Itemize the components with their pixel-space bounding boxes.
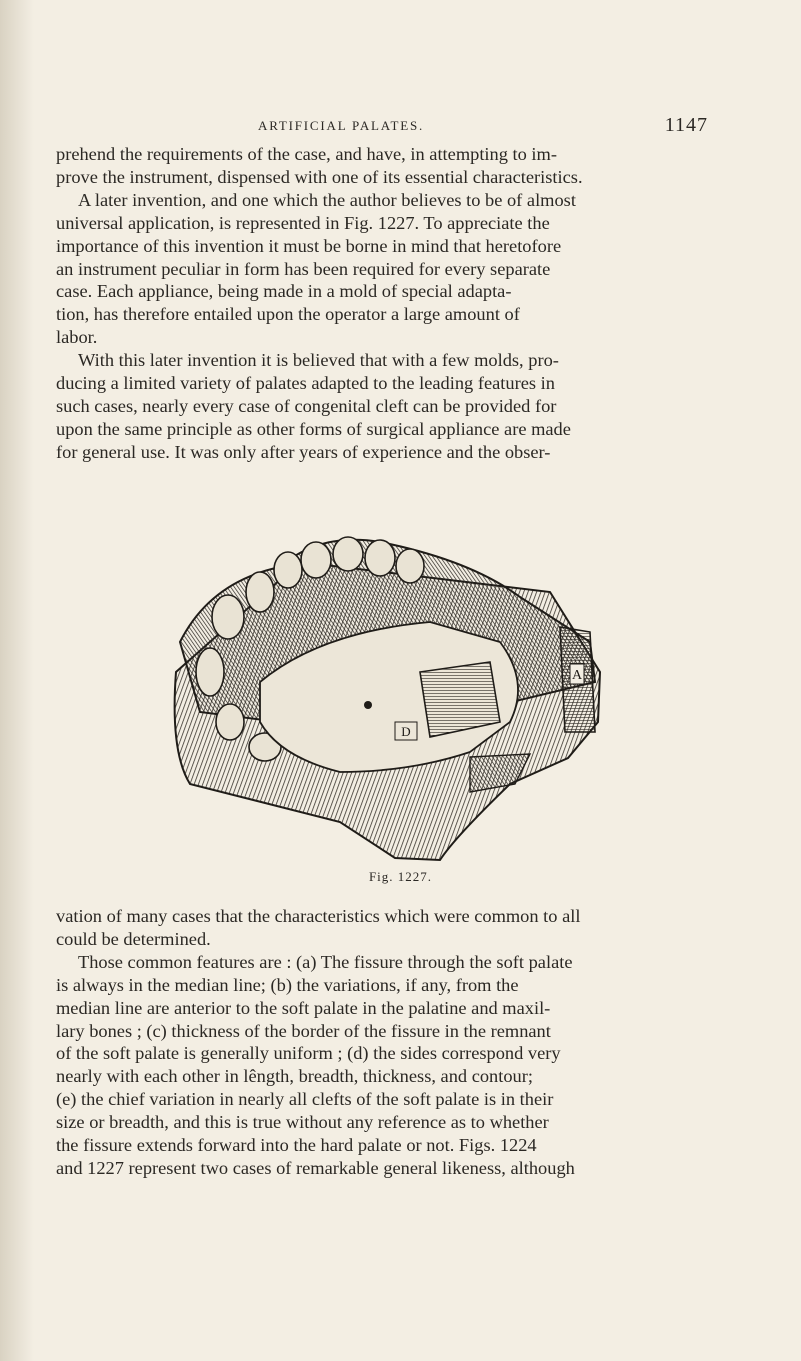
palate-mold-illustration — [170, 522, 610, 862]
text-line: ducing a limited variety of palates adapted to the leading features in — [56, 373, 555, 394]
text-line: universal application, is represented in Fig. 1227. To appreciate the — [56, 212, 550, 233]
text-line: tion, has therefore entailed upon the operator a large amount of — [56, 304, 520, 325]
paragraph-block-bottom — [56, 905, 716, 1180]
text-line: prove the instrument, dispensed with one of its essential characteristics. — [56, 166, 583, 187]
page-number: 1147 — [664, 114, 708, 136]
text-line: Those common features are : (a) The fissure through the soft palate — [78, 951, 573, 972]
text-line: prehend the requirements of the case, and have, in attempting to im- — [56, 144, 557, 164]
text-line: for general use. It was only after years of experience and the obser- — [56, 441, 551, 462]
text-line: nearly with each other in lêngth, breadth, thickness, and contour; — [56, 1066, 533, 1087]
text-line: upon the same principle as other forms of surgical appliance are made — [56, 418, 571, 439]
text-line: an instrument peculiar in form has been required for every separate — [56, 258, 551, 279]
text-line: is always in the median line; (b) the variations, if any, from the — [56, 974, 519, 995]
text-line: With this later invention it is believed that with a few molds, pro- — [78, 350, 559, 371]
page-header — [258, 114, 708, 138]
text-line: the fissure extends forward into the hard palate or not. Figs. 1224 — [56, 1135, 537, 1156]
paragraph-block-top — [56, 143, 716, 464]
text-line: median line are anterior to the soft palate in the palatine and maxil- — [56, 997, 551, 1018]
text-line: vation of many cases that the characteristics which were common to all — [56, 906, 581, 926]
text-line: such cases, nearly every case of congenital cleft can be provided for — [56, 395, 557, 416]
text-line: size or breadth, and this is true without any reference as to whether — [56, 1112, 549, 1133]
text-line: lary bones ; (c) thickness of the border of the fissure in the remnant — [56, 1020, 551, 1041]
figure-label-a: A — [571, 668, 583, 683]
text-line: could be determined. — [56, 928, 211, 949]
text-line: and 1227 represent two cases of remarkable general likeness, although — [56, 1157, 575, 1178]
text-line: labor. — [56, 327, 98, 348]
text-line: case. Each appliance, being made in a mold of special adapta- — [56, 281, 512, 302]
running-head: ARTIFICIAL PALATES. — [258, 118, 425, 133]
figure-label-d: D — [401, 724, 411, 739]
text-line: (e) the chief variation in nearly all clefts of the soft palate is in their — [56, 1089, 554, 1110]
text-line: of the soft palate is generally uniform ; (d) the sides correspond very — [56, 1043, 561, 1064]
text-line: A later invention, and one which the author believes to be of almost — [78, 189, 576, 210]
text-line: importance of this invention it must be borne in mind that heretofore — [56, 235, 562, 256]
page-edge-shadow — [0, 0, 34, 1361]
figure-caption: Fig. 1227. — [368, 869, 433, 884]
